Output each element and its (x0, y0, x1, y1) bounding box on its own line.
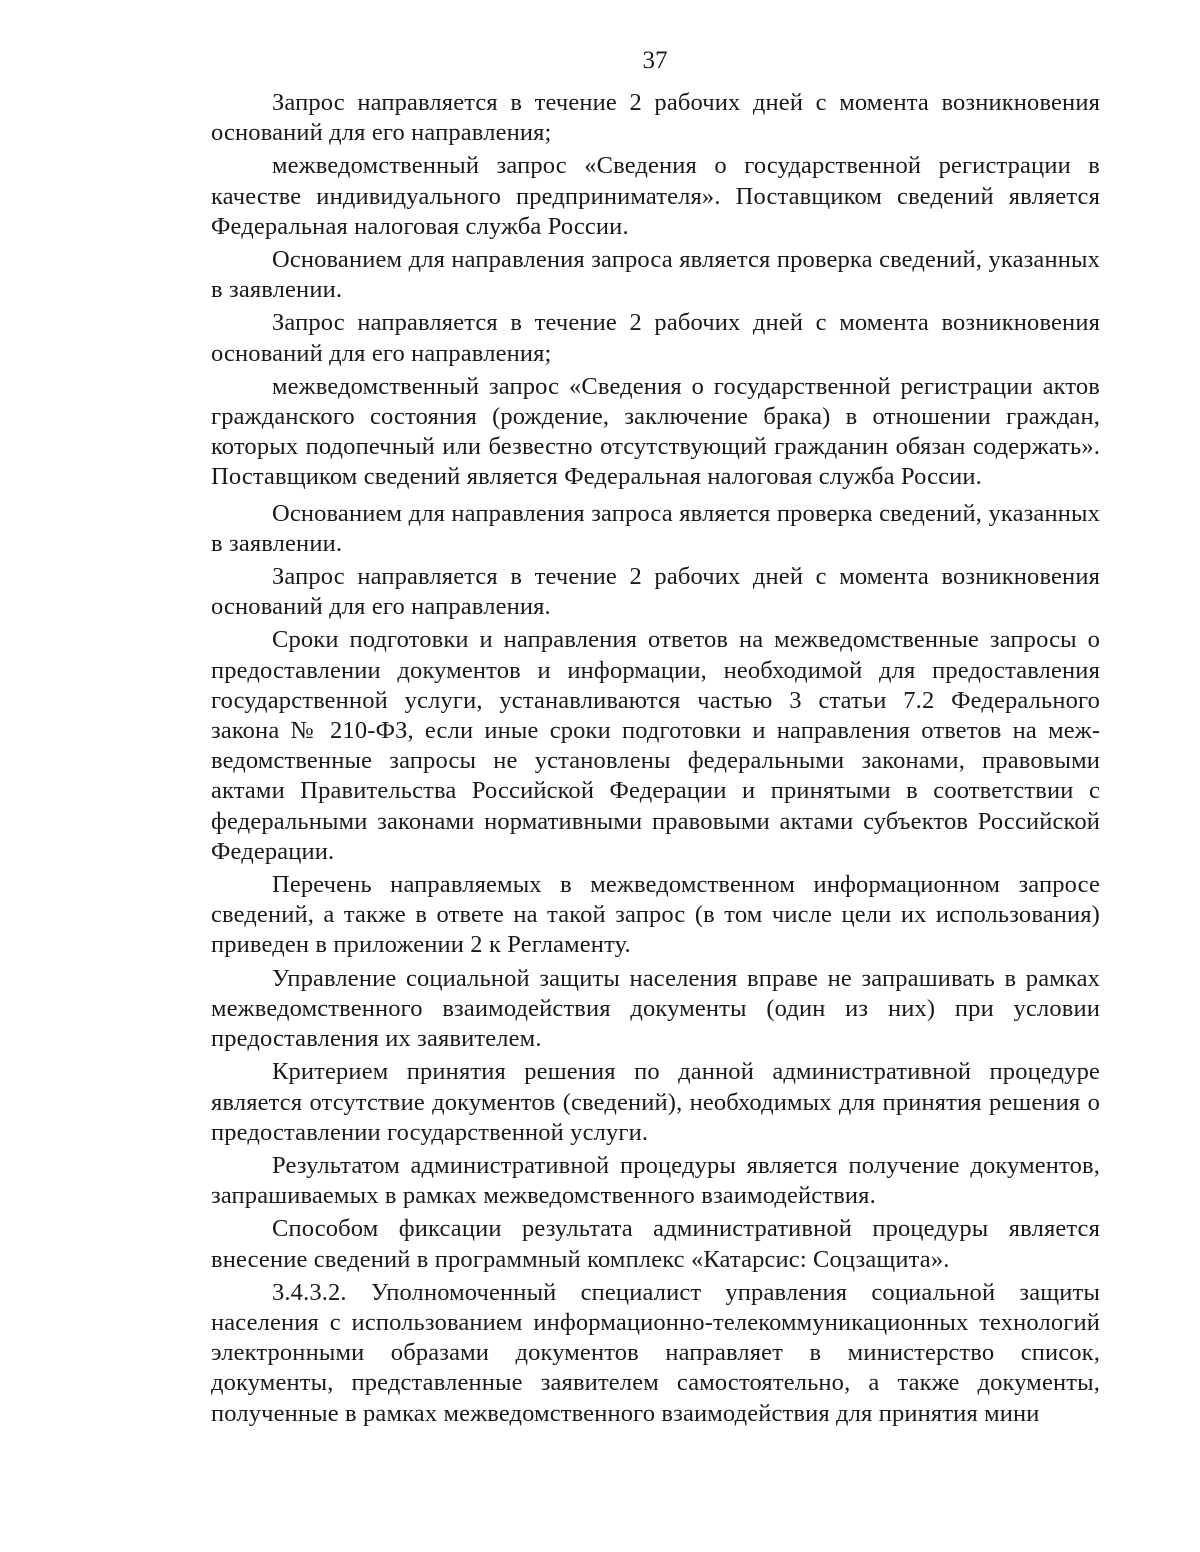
paragraph: Запрос направляется в течение 2 рабочих дней с момента возникновения оснований для его направления; (211, 89, 1100, 147)
paragraph: Перечень направляемых в межведомственном информационном запросе сведений, а также в ответе на такой запрос (в том числе цели их использования) приведен в приложении 2 к Регламенту. (211, 871, 1100, 959)
paragraph: Способом фиксации результата административной процедуры является внесение сведений в программный комплекс «Катарсис: Соцзащита». (211, 1215, 1100, 1273)
paragraph: 3.4.3.2. Уполномоченный специалист управления социальной защиты населения с использованием информационно-телекоммуникационных технологий электронными образами документов направляет в министерство список, документы, представленные заявителем самостоятельно, а также документы, полученные в рамках межведомственного взаимодействия для принятия мини (211, 1278, 1100, 1427)
paragraph: межведомственный запрос «Сведения о государственной регистрации актов гражданского состояния (рождение, заключение брака) в отношении граждан, которых подопечный или безвестно отсутствующий гражданин обязан содержать». Поставщиком сведений является Федеральная налоговая служба России. (211, 372, 1100, 491)
paragraph: межведомственный запрос «Сведения о государственной регистрации в качестве индивидуального предпринимателя». Поставщиком сведений является Федеральная налоговая служба России. (211, 152, 1100, 240)
paragraph: Основанием для направления запроса является проверка сведений, указанных в заявлении. (211, 499, 1100, 557)
paragraph: Управление социальной защиты населения вправе не запрашивать в рамках межведомственного взаимодействия документы (один из них) при условии предоставления их заявителем. (211, 964, 1100, 1053)
document-body (211, 88, 1100, 1432)
paragraph: Критерием принятия решения по данной административной процедуре является отсутствие документов (сведений), необходимых для принятия решения о предоставлении государственной услуги. (211, 1058, 1100, 1146)
paragraph: Основанием для направления запроса является проверка сведений, указанных в заявлении. (211, 246, 1100, 304)
paragraph: Результатом административной процедуры является получение документов, запрашиваемых в рамках межведомственного взаимодействия. (211, 1151, 1100, 1210)
page-number: 37 (642, 47, 668, 74)
paragraph: Сроки подготовки и направления ответов на межведомственные запросы о предоставлении документов и информации, необходимой для предоставления государственной услуги, устанавливаются частью 3 статьи 7.2 Федерального закона № 210-ФЗ, если иные сроки подготовки и направления ответов на межведомственные запросы не установлены федеральными законами, правовыми актами Правительства Российской Федерации и принятыми в соответствии с федеральными законами нормативными правовыми актами субъектов Российской Федерации. (211, 626, 1100, 865)
paragraph: Запрос направляется в течение 2 рабочих дней с момента возникновения оснований для его направления; (211, 309, 1100, 367)
paragraph: Запрос направляется в течение 2 рабочих дней с момента возникновения оснований для его направления. (211, 563, 1100, 621)
